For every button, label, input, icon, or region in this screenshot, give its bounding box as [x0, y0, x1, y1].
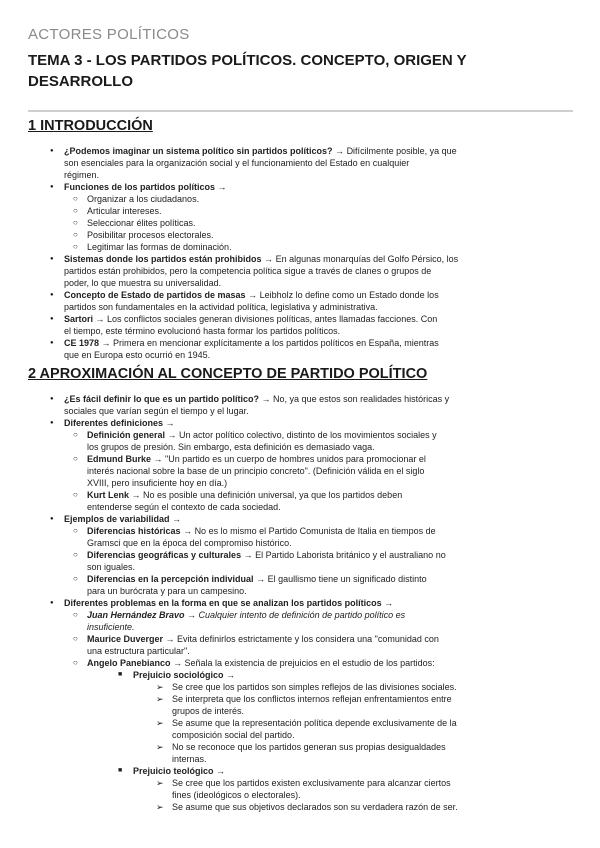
list-item-text: Se asume que sus objetivos declarados son su verdadera razón de ser.: [172, 802, 458, 812]
arrow-glyph: →: [245, 290, 260, 300]
list-item-continuation: poder, lo que muestra su universalidad.: [64, 278, 222, 288]
list-item: [64, 181, 227, 193]
list-item-text: "Un partido es un cuerpo de hombres unidos para promocionar el: [165, 454, 426, 464]
list-item: [133, 669, 235, 681]
list-item: [87, 217, 196, 229]
bullet-marker: ○: [73, 430, 78, 439]
list-item-key: Prejuicio teológico: [133, 766, 214, 776]
arrow-glyph: →: [215, 182, 227, 192]
list-item-continuation: una estructura particular".: [87, 646, 190, 656]
bullet-marker: ●: [50, 600, 54, 606]
arrow-glyph: →: [261, 254, 276, 264]
list-item-key: Diferencias en la percepción individual: [87, 574, 254, 584]
arrow-glyph: →: [213, 766, 226, 776]
list-item-key: Edmund Burke: [87, 454, 152, 464]
list-item-text: Difícilmente posible, ya que: [346, 146, 457, 156]
bullet-marker: ○: [73, 454, 78, 463]
title-line: TEMA 3 - LOS PARTIDOS POLÍTICOS. CONCEPTO, ORIGEN Y: [28, 52, 467, 69]
list-item: [64, 145, 457, 157]
list-item: [87, 549, 446, 561]
list-item: [172, 777, 451, 789]
list-item-key: Definición general: [87, 430, 166, 440]
list-item-text: Cualquier intento de definición de partido político es: [198, 610, 406, 620]
arrow-glyph: →: [93, 314, 108, 324]
list-item-continuation: régimen.: [64, 170, 100, 180]
list-item-text: No se reconoce que los partidos generan sus propias desigualdades: [172, 742, 446, 752]
list-item-text: En algunas monarquías del Golfo Pérsico, los: [275, 254, 459, 264]
list-item-key: Kurt Lenk: [87, 490, 130, 500]
bullet-marker: ○: [73, 218, 78, 227]
list-item: [172, 801, 458, 813]
list-item-text: No, ya que estos son realidades históricas y: [273, 394, 450, 404]
list-item: [87, 609, 405, 621]
arrow-glyph: →: [163, 634, 178, 644]
list-item-text: No es posible una definición universal, ya que los partidos deben: [143, 490, 403, 500]
arrow-glyph: →: [129, 490, 144, 500]
list-item-continuation: XVIII, pero insuficiente hoy en día.): [87, 478, 228, 488]
bullet-marker: ●: [50, 292, 54, 298]
arrow-glyph: →: [180, 526, 195, 536]
title-line: DESARROLLO: [28, 73, 133, 90]
list-item: [87, 429, 437, 441]
list-item: [172, 717, 457, 729]
arrow-glyph: →: [99, 338, 114, 348]
list-item-key: Prejuicio sociológico: [133, 670, 224, 680]
arrow-glyph: →: [332, 146, 347, 156]
arrow-glyph: →: [163, 418, 175, 428]
list-item-key: Funciones de los partidos políticos: [64, 182, 216, 192]
list-item: [87, 229, 214, 241]
arrow-glyph: →: [241, 550, 256, 560]
list-item: [87, 205, 162, 217]
arrow-glyph: →: [253, 574, 268, 584]
course-subject: ACTORES POLÍTICOS: [28, 26, 190, 43]
divider: [28, 110, 573, 112]
list-item-continuation: partidos están prohibidos, pero la competencia política sigue a través de clanes o grupos de: [64, 266, 432, 276]
list-item-continuation: entenderse según el contexto de cada sociedad.: [87, 502, 281, 512]
list-item-key: Diferentes problemas en la forma en que se analizan los partidos políticos: [64, 598, 382, 608]
bullet-marker: ●: [50, 420, 54, 426]
arrow-glyph: →: [169, 514, 182, 524]
list-item-key: Concepto de Estado de partidos de masas: [64, 290, 246, 300]
bullet-marker: ○: [73, 610, 78, 619]
list-item-text: Se cree que los partidos existen exclusivamente para alcanzar ciertos: [172, 778, 451, 788]
list-item-text: Un actor político colectivo, distinto de los movimientos sociales y: [179, 430, 437, 440]
list-item-key: Sistemas donde los partidos están prohibidos: [64, 254, 262, 264]
list-item: [64, 253, 458, 265]
list-item: [172, 741, 446, 753]
list-item-text: Posibilitar procesos electorales.: [87, 230, 214, 240]
arrow-glyph: →: [259, 394, 274, 404]
section-heading: 1 INTRODUCCIÓN: [28, 118, 153, 134]
list-item-key: Diferentes definiciones: [64, 418, 164, 428]
list-item: [87, 525, 436, 537]
list-item-text: Seleccionar élites políticas.: [87, 218, 196, 228]
arrow-glyph: →: [165, 430, 180, 440]
list-item-continuation: insuficiente.: [87, 622, 135, 632]
list-item-key: ¿Podemos imaginar un sistema político sin partidos políticos?: [64, 146, 333, 156]
bullet-marker: ●: [50, 256, 54, 262]
list-item: [64, 393, 449, 405]
bullet-marker: ○: [73, 658, 78, 667]
list-item: [87, 657, 435, 669]
bullet-marker: ●: [50, 396, 54, 402]
list-item: [87, 489, 402, 501]
bullet-marker: ➢: [156, 718, 164, 728]
list-item-continuation: los grupos de presión. Sin embargo, esta definición es demasiado vaga.: [87, 442, 375, 452]
bullet-marker: ➢: [156, 742, 164, 752]
list-item-text: Se asume que la representación política depende exclusivamente de la: [172, 718, 457, 728]
list-item-text: Se cree que los partidos son simples reflejos de las divisiones sociales.: [172, 682, 457, 692]
list-item: [64, 289, 439, 301]
bullet-marker: ○: [73, 194, 78, 203]
list-item-continuation: partidos son fundamentales en la actividad política, legislativa y administrativa.: [64, 302, 378, 312]
list-item-key: ¿Es fácil definir lo que es un partido político?: [64, 394, 260, 404]
bullet-marker: ●: [50, 516, 54, 522]
list-item-text: Articular intereses.: [87, 206, 162, 216]
list-item-continuation: composición social del partido.: [172, 730, 295, 740]
list-item-text: El gaullismo tiene un significado distinto: [267, 574, 427, 584]
list-item-continuation: Gramsci que en la época del compromiso histórico.: [87, 538, 292, 548]
bullet-marker: ➢: [156, 802, 164, 812]
bullet-marker: ○: [73, 490, 78, 499]
bullet-marker: ○: [73, 634, 78, 643]
list-item-key: Juan Hernández Bravo: [87, 610, 185, 620]
list-item: [64, 597, 393, 609]
list-item: [87, 453, 426, 465]
list-item: [87, 241, 232, 253]
bullet-marker: ○: [73, 574, 78, 583]
list-item-key: Maurice Duverger: [87, 634, 164, 644]
bullet-marker: ■: [118, 671, 123, 678]
list-item-key: CE 1978: [64, 338, 100, 348]
list-item-continuation: el tiempo, este término evolucionó hasta formar los partidos políticos.: [64, 326, 341, 336]
bullet-marker: ○: [73, 550, 78, 559]
list-item-continuation: que en Europa esto ocurrió en 1945.: [64, 350, 211, 360]
list-item-continuation: fines (ideológicos o electorales).: [172, 790, 301, 800]
list-item-text: El Partido Laborista británico y el australiano no: [255, 550, 446, 560]
list-item-continuation: son iguales.: [87, 562, 136, 572]
list-item: [172, 681, 457, 693]
arrow-glyph: →: [170, 658, 185, 668]
bullet-marker: ○: [73, 242, 78, 251]
list-item-text: Se interpreta que los conflictos internos reflejan enfrentamientos entre: [172, 694, 452, 704]
list-item-text: Leibholz lo define como un Estado donde los: [259, 290, 439, 300]
list-item-key: Angelo Panebianco: [87, 658, 171, 668]
list-item: [87, 573, 427, 585]
list-item: [172, 693, 452, 705]
list-item-key: Diferencias históricas: [87, 526, 181, 536]
list-item: [87, 193, 199, 205]
list-item-key: Sartori: [64, 314, 94, 324]
list-item-continuation: grupos de interés.: [172, 706, 245, 716]
bullet-marker: ○: [73, 230, 78, 239]
list-item-text: Organizar a los ciudadanos.: [87, 194, 200, 204]
list-item: [64, 513, 181, 525]
list-item: [64, 337, 439, 349]
list-item-text: Legitimar las formas de dominación.: [87, 242, 232, 252]
list-item: [133, 765, 225, 777]
page-title: [28, 50, 573, 92]
list-item: [64, 313, 437, 325]
bullet-marker: ●: [50, 340, 54, 346]
list-item-continuation: sociales que varían según el tiempo y el lugar.: [64, 406, 249, 416]
list-item-text: Señala la existencia de prejuicios en el estudio de los partidos:: [184, 658, 435, 668]
list-item-text: Primera en mencionar explícitamente a los partidos políticos en España, mientras: [113, 338, 439, 348]
list-item-text: Los conflictos sociales generan divisiones políticas, antes llamadas facciones. Con: [107, 314, 438, 324]
bullet-marker: ➢: [156, 694, 164, 704]
bullet-marker: ○: [73, 526, 78, 535]
bullet-marker: ➢: [156, 682, 164, 692]
bullet-marker: ●: [50, 184, 54, 190]
arrow-glyph: →: [184, 610, 199, 620]
list-item-text: Evita definirlos estrictamente y los considera una "comunidad con: [177, 634, 439, 644]
list-item-key: Diferencias geográficas y culturales: [87, 550, 242, 560]
bullet-marker: ●: [50, 148, 54, 154]
arrow-glyph: →: [151, 454, 166, 464]
bullet-marker: ➢: [156, 778, 164, 788]
list-item-text: No es lo mismo el Partido Comunista de Italia en tiempos de: [194, 526, 436, 536]
arrow-glyph: →: [223, 670, 236, 680]
arrow-glyph: →: [381, 598, 394, 608]
list-item: [64, 417, 175, 429]
bullet-marker: ○: [73, 206, 78, 215]
list-item-continuation: internas.: [172, 754, 207, 764]
section-heading: 2 APROXIMACIÓN AL CONCEPTO DE PARTIDO POLÍTICO: [28, 366, 428, 382]
list-item: [87, 633, 439, 645]
list-item-continuation: interés nacional sobre la base de un principio concreto". (Definición válida en el siglo: [87, 466, 425, 476]
list-item-continuation: para un burócrata y para un campesino.: [87, 586, 247, 596]
bullet-marker: ■: [118, 767, 123, 774]
bullet-marker: ●: [50, 316, 54, 322]
list-item-continuation: son esenciales para la organización social y el funcionamiento del Estado en cualquier: [64, 158, 410, 168]
list-item-key: Ejemplos de variabilidad: [64, 514, 170, 524]
